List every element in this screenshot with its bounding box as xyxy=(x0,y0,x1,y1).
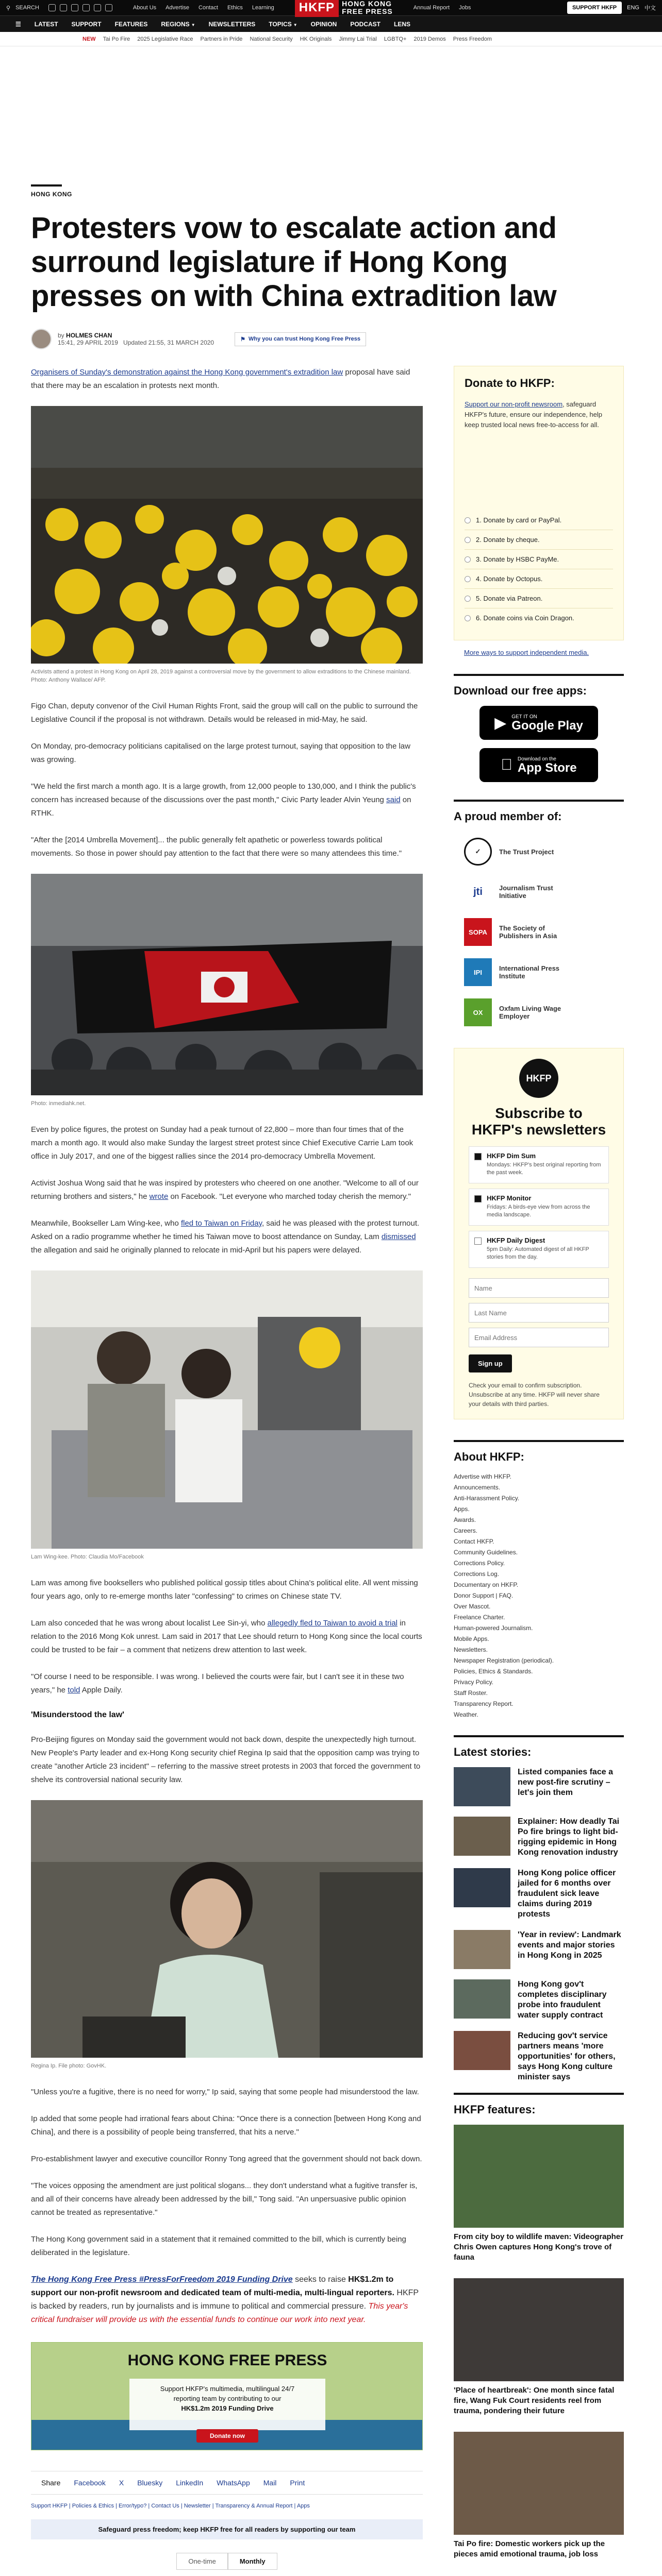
feature-image xyxy=(454,2125,624,2228)
newsletter-option[interactable]: HKFP Dim Sum Mondays: HKFP's best original reporting from the past week. xyxy=(469,1146,609,1183)
chevron-down-icon: ▼ xyxy=(293,22,297,27)
radio-icon xyxy=(465,615,471,621)
site-logo[interactable] xyxy=(295,0,393,17)
checkbox-icon[interactable] xyxy=(474,1238,482,1245)
shield-icon: ⚑ xyxy=(240,336,245,343)
apps-heading: Download our free apps: xyxy=(454,674,624,698)
about-link[interactable]: Announcements. xyxy=(454,1484,501,1491)
top-link-advertise[interactable]: Advertise xyxy=(166,5,190,11)
linkedin-icon[interactable] xyxy=(94,4,101,11)
regina-ip-photo xyxy=(31,1800,423,2058)
nav-features[interactable]: FEATURES xyxy=(114,20,148,28)
search-icon[interactable]: ⚲ xyxy=(6,5,11,11)
support-hkfp-button[interactable]: SUPPORT HKFP xyxy=(567,2,622,14)
story-thumbnail xyxy=(454,1930,510,1969)
radio-icon xyxy=(465,517,471,523)
first-name-input[interactable] xyxy=(469,1278,609,1298)
inline-link[interactable]: dismissed xyxy=(381,1232,416,1241)
inline-link[interactable]: fled to Taiwan on Friday xyxy=(180,1219,262,1228)
trending-item[interactable]: 2025 Legislative Race xyxy=(137,36,193,42)
nav-menu-icon[interactable]: ☰ xyxy=(15,20,21,28)
member-oxfam[interactable]: OX Oxfam Living Wage Employer xyxy=(454,992,624,1032)
trust-project-icon: ✓ xyxy=(464,838,492,866)
protest-photo xyxy=(31,406,423,664)
trending-item[interactable]: National Security xyxy=(250,36,293,42)
chevron-down-icon: ▼ xyxy=(191,22,195,27)
google-play-button[interactable]: ▶ GET IT ON Google Play xyxy=(479,706,598,740)
about-link[interactable]: Apps. xyxy=(454,1505,470,1513)
newsletter-logo: HKFP xyxy=(519,1059,558,1098)
donate-option[interactable]: 6. Donate coins via Coin Dragon. xyxy=(465,608,613,628)
app-store-button[interactable]: Download on the App Store xyxy=(479,748,598,782)
photo-caption: Regina Ip. File photo: GovHK. xyxy=(31,2063,107,2069)
banner-march-photo xyxy=(31,874,423,1095)
share-bluesky[interactable]: Bluesky xyxy=(137,2479,163,2487)
facebook-icon[interactable] xyxy=(48,4,56,11)
author-avatar xyxy=(31,329,52,349)
byline: by HOLMES CHAN 15:41, 29 APRIL 2019 Updated 21:55, 31 MARCH 2020 ⚑ Why you can trust Hong Kong Free Press xyxy=(31,329,366,349)
nav-podcast[interactable]: PODCAST xyxy=(350,20,381,28)
feature-image xyxy=(454,2278,624,2381)
funding-drive-note: The Hong Kong Free Press #PressForFreedom 2019 Funding Drive seeks to raise HK$1.2m to support our non-profit newsroom and dedicated team of multi-media, multi-lingual reporters. HKFP is backed by readers, run by journalists and is immune to political and commercial pressure. This year's critical fundraiser will provide us with the essential funds to continue our work into next year. xyxy=(31,2275,419,2324)
latest-story[interactable]: Listed companies face a new post-fire scrutiny – let's join them xyxy=(454,1767,624,1806)
telegram-icon[interactable] xyxy=(105,4,112,11)
about-link[interactable]: Weather. xyxy=(454,1711,478,1718)
about-link[interactable]: Over Mascot. xyxy=(454,1603,491,1610)
main-nav xyxy=(0,15,662,32)
top-link-contact[interactable]: Contact xyxy=(198,5,218,11)
trust-link[interactable]: ⚑ Why you can trust Hong Kong Free Press xyxy=(235,332,366,346)
paragraph: "The voices opposing the amendment are just political slogans... they don't understand what a fugitive transfer is, and all of their concerns have already been addressed by the bill," Tong said. "An unpersuasive public opinion cannot be treated as representative." xyxy=(31,2181,418,2217)
paragraph: Lam was among five booksellers who published political gossip titles about China's political elite. All went missing four years ago, only to re-emerge months later "confessing" to crimes on Chinese state TV. xyxy=(31,1579,418,1601)
play-icon: ▶ xyxy=(494,714,507,732)
latest-story[interactable]: Reducing gov't service partners means 'more opportunities' for others, says Hong Kong culture minister says xyxy=(454,2031,624,2082)
about-link[interactable]: Staff Roster. xyxy=(454,1689,488,1697)
instagram-icon[interactable] xyxy=(71,4,78,11)
radio-icon xyxy=(465,537,471,543)
about-list xyxy=(454,1472,624,1720)
paragraph: "Unless you're a fugitive, there is no need for worry," Ip said, saying that some people had misunderstood the law. xyxy=(31,2088,419,2096)
about-link[interactable]: Donor Support | FAQ. xyxy=(454,1592,514,1599)
story-thumbnail xyxy=(454,1767,510,1806)
photo-caption: Photo: inmediahk.net. xyxy=(31,1100,86,1107)
paragraph: Even by police figures, the protest on Sunday had a peak turnout of 22,800 – more than four times that of the march a month ago. It would also make Sunday the largest street protest since Chief Executive Carrie Lam took office in July 2017, and one of the biggest rallies since the 2014 pro-democracy Umbrella Movement. xyxy=(31,1125,413,1161)
banner-title: HONG KONG FREE PRESS xyxy=(127,2352,327,2369)
about-link[interactable]: Contact HKFP. xyxy=(454,1538,494,1545)
policy-links[interactable]: Support HKFP | Policies & Ethics | Error/typo? | Contact Us | Newsletter | Transparency & Annual Report | Apps xyxy=(31,2503,310,2509)
latest-story[interactable]: 'Year in review': Landmark events and major stories in Hong Kong in 2025 xyxy=(454,1930,624,1969)
about-link[interactable]: Advertise with HKFP. xyxy=(454,1473,511,1480)
paragraph: Pro-Beijing figures on Monday said the government would not back down, despite the unexpectedly high turnout. New People's Party leader and ex-Hong Kong security chief Regina Ip said that the opposition camp was trying to create "another Article 23 incident" – referring to the massive street protests in 2003 that forced the government to shelve its controversial national security law. xyxy=(31,1735,421,1784)
more-ways-link[interactable]: More ways to support independent media. xyxy=(464,649,589,656)
feature-story[interactable]: Tai Po fire: Domestic workers pick up the pieces amid emotional trauma, job loss xyxy=(454,2432,624,2560)
story-thumbnail xyxy=(454,1817,510,1856)
latest-story[interactable]: Hong Kong police officer jailed for 6 months over fraudulent sick leave claims during 2019 protests xyxy=(454,1868,624,1920)
share-mail[interactable]: Mail xyxy=(263,2479,277,2487)
trending-item[interactable]: Partners in Pride xyxy=(200,36,243,42)
jti-icon: jti xyxy=(473,886,483,897)
donate-option[interactable]: 2. Donate by cheque. xyxy=(465,530,613,550)
checkbox-checked-icon[interactable] xyxy=(474,1195,482,1202)
about-link[interactable]: Awards. xyxy=(454,1516,476,1523)
checkbox-checked-icon[interactable] xyxy=(474,1153,482,1160)
about-link[interactable]: Careers. xyxy=(454,1527,478,1534)
members-heading: A proud member of: xyxy=(454,800,624,823)
top-link-about[interactable]: About Us xyxy=(133,5,157,11)
donate-box xyxy=(454,366,624,640)
share-x[interactable]: X xyxy=(119,2479,124,2487)
trending-item[interactable]: HK Originals xyxy=(300,36,332,42)
toggle-one-time[interactable]: One-time xyxy=(176,2553,227,2570)
nav-topics[interactable]: TOPICS ▼ xyxy=(269,20,297,28)
top-link-jobs[interactable]: Jobs xyxy=(459,5,471,11)
bookseller-photo xyxy=(31,1270,423,1549)
trending-bar xyxy=(0,32,662,46)
publish-date: 15:41, 29 APRIL 2019 xyxy=(58,339,118,346)
lead-paragraph: Organisers of Sunday's demonstration against the Hong Kong government's extradition law proposal have said that there may be an escalation in protests next month. xyxy=(31,368,410,390)
article-body xyxy=(31,366,423,2570)
updated-date: Updated 21:55, 31 MARCH 2020 xyxy=(123,339,214,346)
donate-text: Support our non-profit newsroom, safeguard HKFP's future, ensure our independence, help keep trusted local news free-to-access for all. xyxy=(465,400,602,429)
trending-item[interactable]: LGBTQ+ xyxy=(384,36,407,42)
trending-label: NEW xyxy=(82,36,96,42)
latest-heading: Latest stories: xyxy=(454,1735,624,1759)
paragraph: "We held the first march a month ago. It is a large growth, from 12,000 people to 130,000, and I think the public's concern has increased because of the discussions over the past month," Civic Party leader Alvin Yeung said on RTHK. xyxy=(31,782,416,818)
search-link[interactable]: SEARCH xyxy=(15,5,39,11)
nav-lens[interactable]: LENS xyxy=(394,20,411,28)
trending-item[interactable]: Tai Po Fire xyxy=(103,36,130,42)
paragraph: Lam also conceded that he was wrong about localist Lee Sin-yi, who allegedly fled to Taiwan to avoid a trial in relation to the 2016 Mong Kok unrest. Lam said in 2017 that Lee should return to Hong Kong since the local courts could be trusted to be fair – a comment that netizens drew attention to last week. xyxy=(31,1619,422,1654)
about-heading: About HKFP: xyxy=(454,1440,624,1464)
apple-icon xyxy=(501,756,512,774)
photo-caption: Lam Wing-kee. Photo: Claudia Mo/Facebook xyxy=(31,1554,144,1560)
nav-opinion[interactable]: OPINION xyxy=(310,20,337,28)
paragraph: Activist Joshua Wong said that he was inspired by protesters who cheered on one another. "Welcome to all of our returning brothers and sisters," he wrote on Facebook. "Let everyone who marched today cherish the memory." xyxy=(31,1179,419,1201)
about-link[interactable]: Freelance Charter. xyxy=(454,1614,505,1621)
member-jti[interactable]: jti Journalism Trust Initiative xyxy=(454,872,624,912)
inline-link[interactable]: told xyxy=(68,1686,80,1694)
article-headline: Protesters vow to escalate action and surround legislature if Hong Kong presses on with China extradition law xyxy=(31,211,557,313)
paragraph: Pro-establishment lawyer and executive councillor Ronny Tong agreed that the government should not back down. xyxy=(31,2155,422,2163)
about-link[interactable]: Corrections Policy. xyxy=(454,1560,505,1567)
top-utility-bar xyxy=(0,0,662,15)
newsletter-title: Subscribe to HKFP's newsletters xyxy=(471,1105,606,1138)
about-link[interactable]: Policies, Ethics & Standards. xyxy=(454,1668,533,1675)
paragraph: Ip added that some people had irrational fears about China: "Once there is a connection [between Hong Kong and China], and there is a possibility of people being transferred, that hits a nerve." xyxy=(31,2114,421,2137)
about-link[interactable]: Corrections Log. xyxy=(454,1570,500,1578)
social-icons xyxy=(48,4,112,11)
oxfam-icon: OX xyxy=(464,998,492,1026)
feature-story[interactable]: From city boy to wildlife maven: Videographer Chris Owen captures Hong Kong's trove of fauna xyxy=(454,2125,624,2263)
story-thumbnail xyxy=(454,2031,510,2070)
top-link-ethics[interactable]: Ethics xyxy=(227,5,243,11)
youtube-icon[interactable] xyxy=(82,4,90,11)
story-thumbnail xyxy=(454,1979,510,2019)
donate-option[interactable]: 4. Donate by Octopus. xyxy=(465,569,613,589)
about-link[interactable]: Community Guidelines. xyxy=(454,1549,518,1556)
photo-caption: Activists attend a protest in Hong Kong on April 28, 2019 against a controversial move by the government to allow extraditions to the Chinese mainland. Photo: Anthony Wallace/ AFP. xyxy=(31,669,411,683)
paragraph: On Monday, pro-democracy politicians capitalised on the large protest turnout, saying that opposition to the law was growing. xyxy=(31,742,410,764)
paragraph: "After the [2014 Umbrella Movement]... the public generally felt apathetic or powerless towards political movements. So those in power should pay attention to the fact that there were so many attendees this time." xyxy=(31,836,402,858)
about-link[interactable]: Newsletters. xyxy=(454,1646,488,1653)
newsletter-note: Check your email to confirm subscription. Unsubscribe at any time. HKFP will never share your details with third parties. xyxy=(469,1382,600,1408)
last-name-input[interactable] xyxy=(469,1303,609,1323)
share-linkedin[interactable]: LinkedIn xyxy=(176,2479,204,2487)
inline-link[interactable]: allegedly fled to Taiwan to avoid a trial xyxy=(267,1619,398,1628)
x-icon[interactable] xyxy=(60,4,67,11)
logo-mark: HKFP xyxy=(295,0,339,17)
about-link[interactable]: Human-powered Journalism. xyxy=(454,1624,533,1632)
about-link[interactable]: Privacy Policy. xyxy=(454,1679,494,1686)
paragraph: Figo Chan, deputy convenor of the Civil Human Rights Front, said the group will call on the public to surround the Legislative Council if the proposal is not withdrawn. Details would be released in mid-May, he said. xyxy=(31,702,418,724)
inline-link[interactable]: wrote xyxy=(149,1192,169,1201)
donate-option[interactable]: 1. Donate by card or PayPal. xyxy=(465,511,613,530)
about-link[interactable]: Newspaper Registration (periodical). xyxy=(454,1657,554,1664)
feature-story[interactable]: 'Place of heartbreak': One month since fatal fire, Wang Fuk Court residents reel from trauma, pondering their future xyxy=(454,2278,624,2416)
share-facebook[interactable]: Facebook xyxy=(74,2479,106,2487)
top-link-annual-report[interactable]: Annual Report xyxy=(413,5,450,11)
toggle-monthly[interactable]: Monthly xyxy=(228,2553,277,2570)
banner-donate-button[interactable]: Donate now xyxy=(196,2429,258,2443)
donate-link[interactable]: Support our non-profit newsroom xyxy=(465,400,563,408)
funding-banner[interactable] xyxy=(31,2342,423,2450)
radio-icon xyxy=(465,556,471,563)
safeguard-banner[interactable]: Safeguard press freedom; keep HKFP free for all readers by supporting our team xyxy=(31,2519,423,2539)
donation-frequency-toggle xyxy=(31,2553,423,2570)
paragraph: Meanwhile, Bookseller Lam Wing-kee, who fled to Taiwan on Friday, said he was pleased with the protest turnout. Asked on a radio programme whether he timed his Taiwan move to boost attendance on Sunday, Lam dismissed the allegation and said he originally planned to relocate in mid-April but his papers were delayed. xyxy=(31,1219,420,1255)
about-link[interactable]: Transparency Report. xyxy=(454,1700,514,1707)
lead-link[interactable]: Organisers of Sunday's demonstration against the Hong Kong government's extradition law xyxy=(31,368,343,377)
newsletter-option[interactable]: HKFP Monitor Fridays: A birds-eye view from across the media landscape. xyxy=(469,1189,609,1226)
features-heading: HKFP features: xyxy=(454,2093,624,2116)
sopa-icon: SOPA xyxy=(464,918,492,946)
author-name[interactable]: HOLMES CHAN xyxy=(66,332,112,339)
donate-option[interactable]: 5. Donate via Patreon. xyxy=(465,589,613,608)
about-link[interactable]: Anti-Harassment Policy. xyxy=(454,1495,520,1502)
share-label: Share xyxy=(41,2479,61,2487)
trending-item[interactable]: Jimmy Lai Trial xyxy=(339,36,377,42)
paragraph: The Hong Kong government said in a statement that it remained committed to the bill, which is currently being deliberated in the legislature. xyxy=(31,2235,406,2257)
ipi-icon: IPI xyxy=(464,958,492,986)
subheading: 'Misunderstood the law' xyxy=(31,1710,124,1719)
story-thumbnail xyxy=(454,1868,510,1907)
trending-item[interactable]: Press Freedom xyxy=(453,36,492,42)
member-ipi[interactable]: IPI International Press Institute xyxy=(454,952,624,992)
trending-item[interactable]: 2019 Demos xyxy=(413,36,446,42)
email-input[interactable] xyxy=(469,1328,609,1347)
lang-chinese[interactable]: 中文 xyxy=(644,5,656,11)
top-link-learning[interactable]: Learning xyxy=(252,5,274,11)
inline-link[interactable]: said xyxy=(386,795,401,804)
about-link[interactable]: Mobile Apps. xyxy=(454,1635,489,1642)
donate-option[interactable]: 3. Donate by HSBC PayMe. xyxy=(465,550,613,569)
latest-story[interactable]: Explainer: How deadly Tai Po fire brings to light bid-rigging epidemic in Hong Kong renovation industry xyxy=(454,1817,624,1858)
nav-latest[interactable]: LATEST xyxy=(34,20,58,28)
about-link[interactable]: Documentary on HKFP. xyxy=(454,1581,519,1588)
member-sopa[interactable]: SOPA The Society of Publishers in Asia xyxy=(454,912,624,952)
feature-image xyxy=(454,2432,624,2535)
share-whatsapp[interactable]: WhatsApp xyxy=(217,2479,250,2487)
banner-text: Support HKFP's multimedia, multilingual 24/7 reporting team by contributing to our HK$1.2m 2019 Funding Drive xyxy=(160,2385,295,2412)
donate-title: Donate to HKFP: xyxy=(465,377,555,389)
share-row xyxy=(31,2471,423,2495)
member-trust-project[interactable]: ✓ The Trust Project xyxy=(454,832,624,872)
latest-story[interactable]: Hong Kong gov't completes disciplinary probe into fraudulent water supply contract xyxy=(454,1979,624,2021)
newsletter-option[interactable]: HKFP Daily Digest 5pm Daily: Automated digest of all HKFP stories from the day. xyxy=(469,1231,609,1268)
nav-regions[interactable]: REGIONS ▼ xyxy=(161,20,195,28)
section-rule xyxy=(31,184,62,187)
radio-icon xyxy=(465,576,471,582)
radio-icon xyxy=(465,596,471,602)
nav-newsletters[interactable]: NEWSLETTERS xyxy=(208,20,256,28)
logo-text: HONG KONG FREE PRESS xyxy=(342,0,393,15)
section-label[interactable]: HONG KONG xyxy=(31,191,72,198)
newsletter-box xyxy=(454,1048,624,1419)
paragraph: "Of course I need to be responsible. I was wrong. I believed the courts were fair, but I can't see it in these two years," he told Apple Daily. xyxy=(31,1672,404,1694)
share-print[interactable]: Print xyxy=(290,2479,305,2487)
nav-support[interactable]: SUPPORT xyxy=(71,20,102,28)
lang-english[interactable]: ENG xyxy=(627,5,639,11)
sidebar xyxy=(454,366,624,2575)
signup-button[interactable]: Sign up xyxy=(469,1354,512,1372)
funding-drive-link[interactable]: The Hong Kong Free Press #PressForFreedom 2019 Funding Drive xyxy=(31,2275,293,2284)
